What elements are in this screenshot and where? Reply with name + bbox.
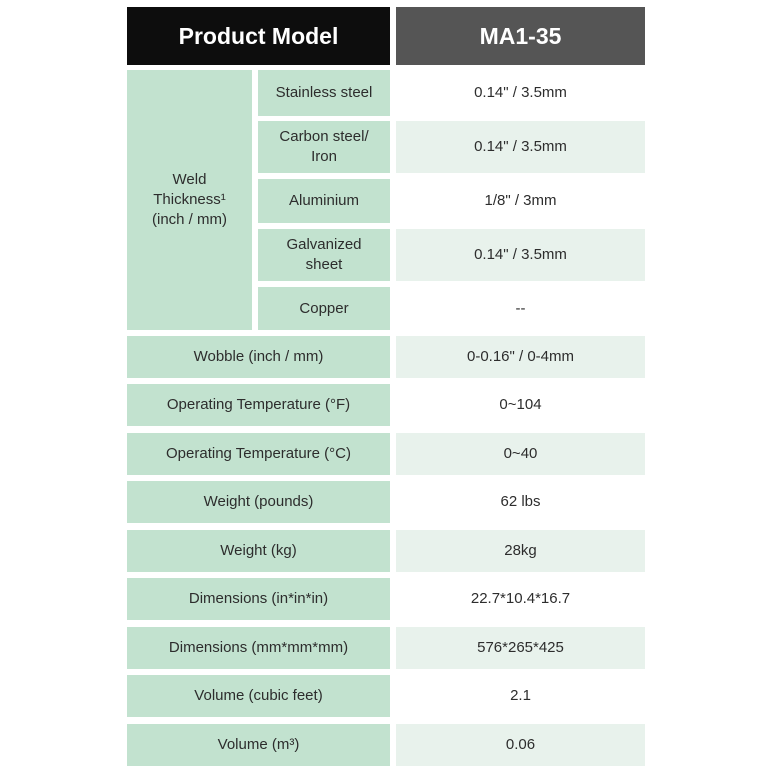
value-aluminium bbox=[396, 179, 645, 223]
spec-value: 0~104 bbox=[499, 396, 542, 413]
spec-label-volume-cuft bbox=[127, 675, 390, 717]
spec-label-weight-kg bbox=[127, 530, 390, 572]
material-name: Stainless steel bbox=[275, 84, 373, 101]
spec-value-dimensions-in bbox=[396, 578, 645, 620]
spec-value-temp-c bbox=[396, 433, 645, 475]
material-name-line2: Iron bbox=[311, 148, 337, 165]
weld-label-line2: Thickness¹ bbox=[153, 191, 226, 208]
cell-value: 1/8" / 3mm bbox=[484, 192, 557, 209]
spec-label: Volume (m³) bbox=[217, 736, 300, 753]
spec-label-temp-c bbox=[127, 433, 390, 475]
spec-value: 62 lbs bbox=[500, 493, 541, 510]
spec-value: 0.06 bbox=[505, 736, 536, 753]
cell-value: 0.14" / 3.5mm bbox=[474, 84, 567, 101]
spec-value: 576*265*425 bbox=[477, 639, 564, 656]
model-name: MA1-35 bbox=[479, 23, 562, 49]
weld-label-line3: (inch / mm) bbox=[152, 211, 227, 228]
value-copper bbox=[396, 287, 645, 330]
material-name: Copper bbox=[299, 299, 349, 317]
spec-value: 22.7*10.4*16.7 bbox=[470, 590, 571, 607]
cell-value: -- bbox=[515, 299, 526, 317]
spec-label: Volume (cubic feet) bbox=[194, 687, 323, 704]
model-name-header bbox=[396, 7, 645, 65]
material-carbon-steel bbox=[258, 121, 390, 173]
spec-label-dimensions-mm bbox=[127, 627, 390, 669]
weld-label-line1: Weld bbox=[172, 171, 207, 188]
spec-value-temp-f bbox=[396, 384, 645, 426]
spec-label: Weight (kg) bbox=[220, 542, 297, 559]
spec-label-weight-lbs bbox=[127, 481, 390, 523]
spec-label-volume-m3 bbox=[127, 724, 390, 766]
spec-label: Wobble (inch / mm) bbox=[193, 348, 324, 365]
spec-value-dimensions-mm bbox=[396, 627, 645, 669]
spec-value-weight-kg bbox=[396, 530, 645, 572]
cell-value: 0.14" / 3.5mm bbox=[474, 138, 567, 155]
material-copper bbox=[258, 287, 390, 330]
spec-value: 28kg bbox=[504, 542, 537, 559]
material-galvanized-sheet bbox=[258, 229, 390, 281]
material-name-line1: Carbon steel/ bbox=[279, 128, 369, 145]
spec-value: 0~40 bbox=[503, 445, 538, 462]
material-name-line1: Galvanized bbox=[286, 236, 362, 253]
spec-label: Operating Temperature (°F) bbox=[166, 396, 351, 413]
spec-label: Dimensions (in*in*in) bbox=[188, 590, 329, 607]
value-carbon-steel bbox=[396, 121, 645, 173]
spec-label-temp-f bbox=[127, 384, 390, 426]
spec-label: Weight (pounds) bbox=[203, 493, 314, 510]
spec-value-volume-m3 bbox=[396, 724, 645, 766]
spec-value-weight-lbs bbox=[396, 481, 645, 523]
spec-value: 0-0.16" / 0-4mm bbox=[466, 348, 575, 365]
material-aluminium bbox=[258, 179, 390, 223]
product-model-header bbox=[127, 7, 390, 65]
spec-label: Dimensions (mm*mm*mm) bbox=[168, 639, 349, 656]
spec-label-dimensions-in bbox=[127, 578, 390, 620]
material-name: Aluminium bbox=[288, 192, 360, 209]
spec-value-wobble bbox=[396, 336, 645, 378]
material-stainless-steel bbox=[258, 70, 390, 116]
spec-label-wobble bbox=[127, 336, 390, 378]
value-stainless-steel bbox=[396, 70, 645, 116]
value-galvanized-sheet bbox=[396, 229, 645, 281]
spec-value: 2.1 bbox=[510, 687, 531, 704]
weld-thickness-label bbox=[127, 70, 252, 330]
spec-label: Operating Temperature (°C) bbox=[166, 445, 351, 462]
product-model-label: Product Model bbox=[178, 23, 339, 49]
material-name-line2: sheet bbox=[305, 256, 343, 273]
cell-value: 0.14" / 3.5mm bbox=[474, 246, 567, 263]
spec-value-volume-cuft bbox=[396, 675, 645, 717]
